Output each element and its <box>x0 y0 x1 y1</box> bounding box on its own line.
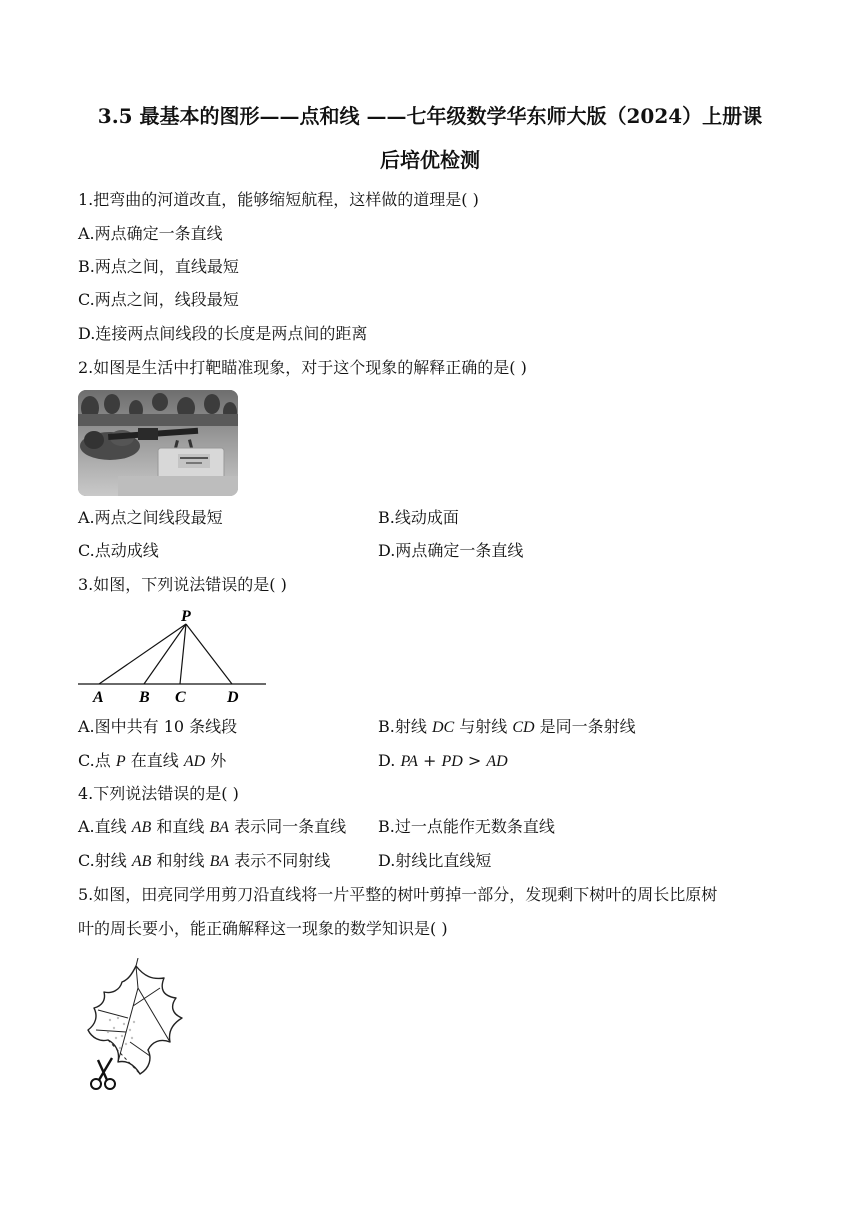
q4-a-text-end: 表示同一条直线 <box>229 817 347 836</box>
q3-b-math-dc: DC <box>431 719 455 736</box>
q2-option-c[interactable]: C.点动成线 <box>78 541 159 560</box>
q3-b-text-end: 是同一条射线 <box>534 717 636 736</box>
q3-c-math-ad: AD <box>183 753 206 770</box>
q2-option-a[interactable]: A.两点之间线段最短 <box>78 508 223 527</box>
q3-option-c[interactable] <box>78 750 226 773</box>
q4-a-math-ab: AB <box>131 819 152 836</box>
segment-pd <box>186 624 232 684</box>
label-c: C <box>175 689 186 706</box>
q3-b-text-mid: 与射线 <box>454 717 513 736</box>
q5-stem-line1: 5.如图，田亮同学用剪刀沿直线将一片平整的树叶剪掉一部分，发现剩下树叶的周长比原树 <box>78 885 718 904</box>
q3-d-text: D. <box>378 751 401 770</box>
q4-c-text-mid: 和射线 <box>151 851 210 870</box>
q3-d-plus: + <box>417 751 442 770</box>
q3-option-a[interactable]: A.图中共有 10 条线段 <box>78 717 238 736</box>
q3-option-d[interactable] <box>378 750 508 773</box>
leaf-scissors-figure <box>78 958 198 1094</box>
q2-stem: 2.如图是生活中打靶瞄准现象，对于这个现象的解释正确的是( ) <box>78 358 527 377</box>
scissors-icon <box>91 1058 115 1089</box>
q3-b-math-cd: CD <box>512 719 535 736</box>
label-p: P <box>181 608 191 625</box>
q3-b-text: B.射线 <box>378 717 432 736</box>
q1-option-a[interactable]: A.两点确定一条直线 <box>78 224 223 243</box>
q4-c-math-ba: BA <box>209 853 230 870</box>
q2-option-d[interactable]: D.两点确定一条直线 <box>378 541 524 560</box>
q4-option-c[interactable] <box>78 850 330 873</box>
q1-option-b[interactable]: B.两点之间，直线最短 <box>78 257 239 276</box>
q4-c-text: C.射线 <box>78 851 132 870</box>
q4-option-d[interactable]: D.射线比直线短 <box>378 851 492 870</box>
q3-c-text-mid: 在直线 <box>125 751 184 770</box>
q3-d-greater: > <box>462 751 487 770</box>
q4-option-a[interactable] <box>78 816 346 839</box>
q1-option-d[interactable]: D.连接两点间线段的长度是两点间的距离 <box>78 324 368 343</box>
label-d: D <box>227 689 239 706</box>
shooting-aim-photo <box>78 390 238 496</box>
q3-d-math-pa: PA <box>400 753 418 770</box>
page-title-line1: 3.5 最基本的图形——点和线 ——七年级数学华东师大版（2024）上册课 <box>97 104 763 128</box>
segment-pb <box>144 624 186 684</box>
q4-a-text-mid: 和直线 <box>151 817 210 836</box>
q3-c-text-end: 外 <box>205 751 227 770</box>
q4-option-b[interactable]: B.过一点能作无数条直线 <box>378 817 555 836</box>
q3-c-math-p: P <box>115 753 126 770</box>
q4-stem: 4.下列说法错误的是( ) <box>78 784 239 803</box>
leaf-outline <box>88 966 182 1074</box>
q3-d-math-ad: AD <box>486 753 508 770</box>
leaf-veins <box>96 966 170 1062</box>
q4-c-math-ab: AB <box>131 853 152 870</box>
q1-stem: 1.把弯曲的河道改直，能够缩短航程，这样做的道理是( ) <box>78 190 479 209</box>
page-title-line2: 后培优检测 <box>380 148 480 172</box>
q3-stem: 3.如图，下列说法错误的是( ) <box>78 575 287 594</box>
q5-stem-line2: 叶的周长要小，能正确解释这一现象的数学知识是( ) <box>78 919 448 938</box>
q1-option-c[interactable]: C.两点之间，线段最短 <box>78 290 239 309</box>
q3-option-b[interactable] <box>378 716 636 739</box>
label-b: B <box>139 689 150 706</box>
q2-option-b[interactable]: B.线动成面 <box>378 508 459 527</box>
segment-pc <box>180 624 186 684</box>
q3-c-text: C.点 <box>78 751 116 770</box>
label-a: A <box>93 689 104 706</box>
q4-c-text-end: 表示不同射线 <box>229 851 331 870</box>
q4-a-math-ba: BA <box>209 819 230 836</box>
segment-pa <box>99 624 186 684</box>
q3-d-math-pd: PD <box>441 753 463 770</box>
q3-geometry-figure <box>74 606 274 706</box>
q4-a-text: A.直线 <box>78 817 132 836</box>
leaf-stem <box>136 958 138 966</box>
